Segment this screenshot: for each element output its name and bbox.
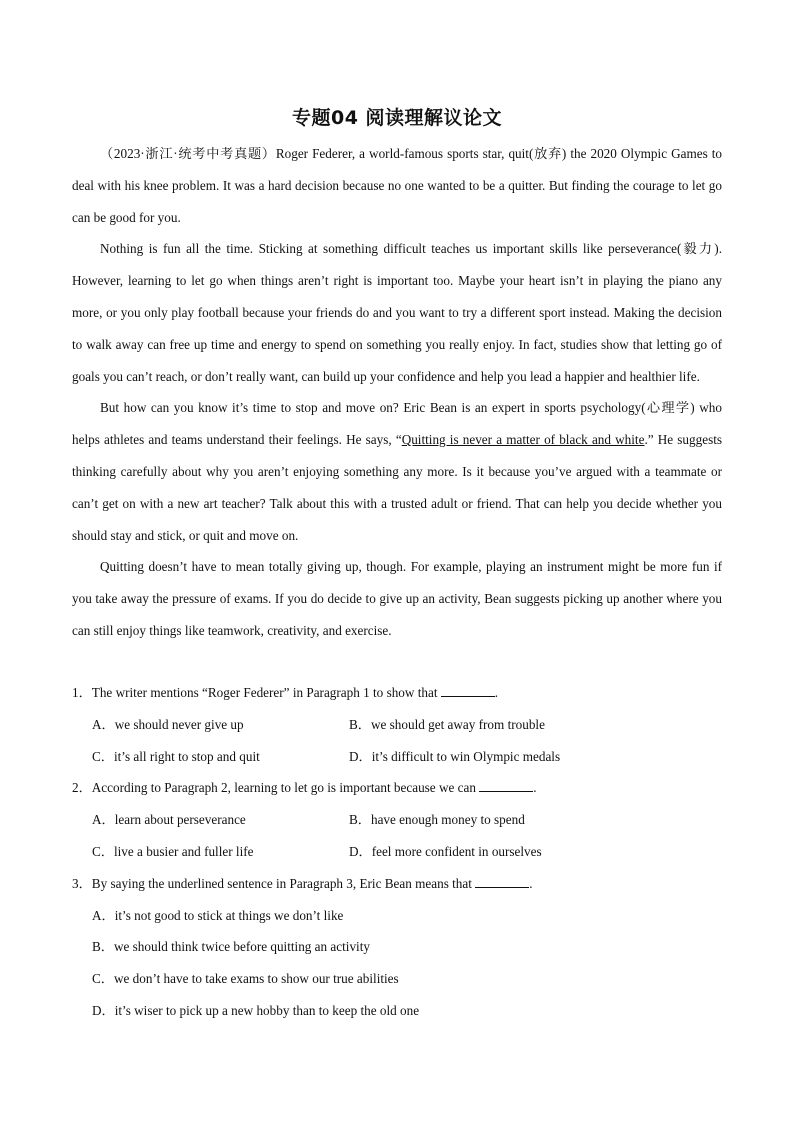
question-2-options-row-2 — [72, 836, 722, 868]
answer-blank — [441, 684, 495, 697]
question-2-option-a[interactable]: A．learn about perseverance — [92, 812, 246, 828]
source-label: （2023·浙江·统考中考真题） — [100, 146, 276, 161]
reading-passage — [72, 138, 722, 647]
question-3-option-c[interactable]: C．we don’t have to take exams to show our true abilities — [92, 971, 399, 987]
paragraph-3-text-start: But how can you know it’s time to stop and move on? Eric Bean is an expert in sports psychology(心理学) who helps athletes and teams understand their feelings. He says, “ — [72, 400, 722, 448]
question-1-options-row-1 — [72, 709, 722, 741]
paragraph-2: Nothing is fun all the time. Sticking at something difficult teaches us important skills like perseverance(毅力). However, learning to let go when things aren’t right is important too. Maybe your heart isn’t in playing the piano any more, or you only play football because your friends do and you want to try a different sport instead. Making the decision to walk away can free up time and energy to spend on something you really enjoy. In fact, studies show that letting go of goals you can’t reach, or don’t really want, can build up your confidence and help you lead a happier and healthier life. — [72, 241, 722, 384]
answer-blank — [479, 779, 533, 792]
question-1-option-a[interactable]: A．we should never give up — [92, 716, 244, 732]
question-2-options-row-1 — [72, 804, 722, 836]
underlined-sentence: Quitting is never a matter of black and white — [401, 432, 645, 448]
question-2-option-d[interactable]: D．feel more confident in ourselves — [349, 843, 542, 859]
question-2-stem — [72, 772, 722, 804]
paragraph-1 — [72, 138, 722, 233]
answer-blank — [475, 875, 529, 888]
question-3-end: . — [529, 875, 533, 891]
question-1-option-c[interactable]: C．it’s all right to stop and quit — [92, 748, 260, 764]
question-3-text: 3．By saying the underlined sentence in Paragraph 3, Eric Bean means that — [72, 875, 476, 891]
question-3-option-d[interactable]: D．it’s wiser to pick up a new hobby than to keep the old one — [92, 1002, 420, 1018]
question-2-text: 2．According to Paragraph 2, learning to let go is important because we can — [72, 780, 480, 796]
question-1-options-row-2 — [72, 741, 722, 773]
paragraph-3-text-end: .” He suggests thinking carefully about why you aren’t enjoying something any more. Is it because you’ve argued with a teammate or can’t get on with a new art teacher? Talk about this with a trusted adult or friend. That can help you decide whether you should stay and stick, or quit and move on. — [72, 432, 722, 543]
question-3-option-a[interactable]: A．it’s not good to stick at things we don’t like — [92, 907, 344, 923]
question-1-option-d[interactable]: D．it’s difficult to win Olympic medals — [349, 748, 561, 764]
question-2-end: . — [533, 780, 537, 796]
question-3-stem — [72, 868, 722, 900]
paragraph-4: Quitting doesn’t have to mean totally giving up, though. For example, playing an instrument might be more fun if you take away the pressure of exams. If you do decide to give up an activity, Bean suggests picking up another where you can still enjoy things like teamwork, creativity, and exercise. — [72, 559, 722, 638]
question-1-text: 1．The writer mentions “Roger Federer” in Paragraph 1 to show that — [72, 685, 441, 700]
paragraph-1-text: Roger Federer, a world-famous sports star, quit(放弃) the 2020 Olympic Games to deal with his knee problem. It was a hard decision because no one wanted to be a quitter. But finding the courage to let go can be good for you. — [72, 146, 722, 225]
question-3-option-b[interactable]: B．we should think twice before quitting an activity — [92, 939, 370, 955]
question-1-end: . — [494, 685, 499, 700]
question-1-option-b[interactable]: B．we should get away from trouble — [349, 716, 545, 732]
question-2-option-c[interactable]: C．live a busier and fuller life — [92, 843, 254, 859]
question-2-option-b[interactable]: B．have enough money to spend — [349, 812, 525, 828]
question-list — [72, 677, 722, 1027]
question-1-stem — [72, 677, 722, 709]
page-title: 专题04 阅读理解议论文 — [291, 107, 503, 129]
paragraph-3 — [72, 392, 722, 551]
